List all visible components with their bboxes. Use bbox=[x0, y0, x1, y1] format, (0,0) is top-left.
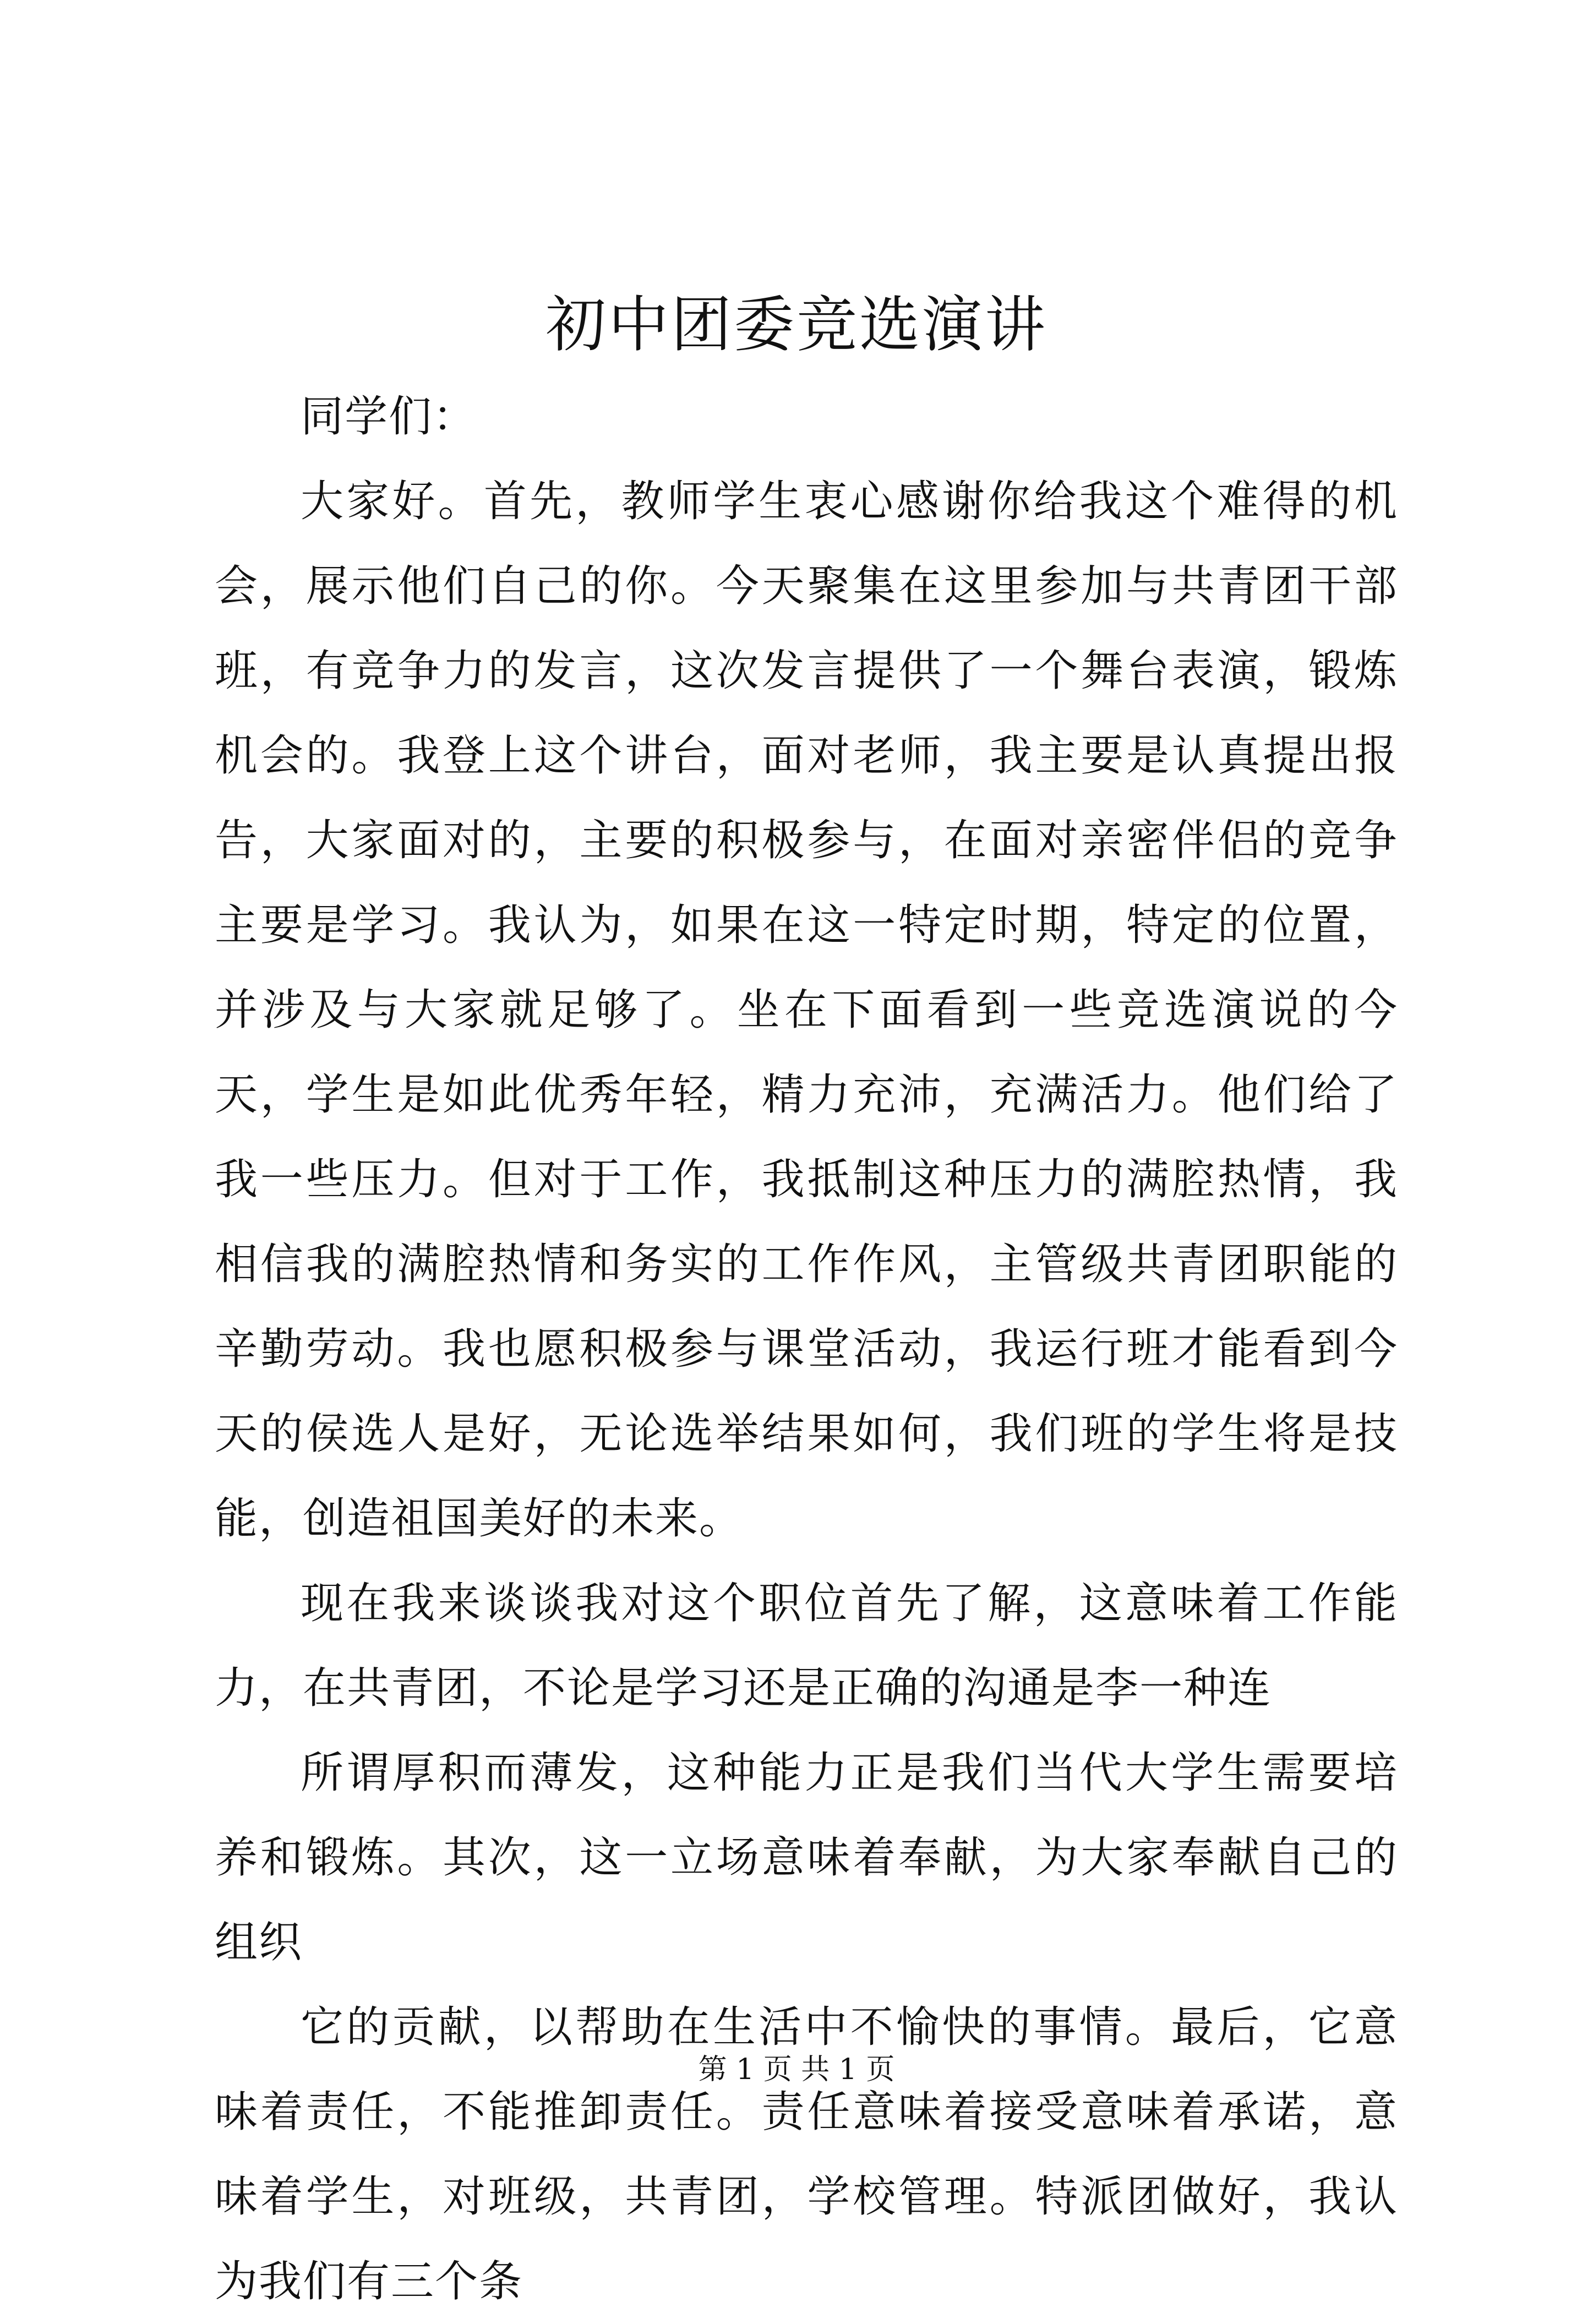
body-paragraph-2: 现在我来谈谈我对这个职位首先了解，这意味着工作能力，在共青团，不论是学习还是正确的沟通是李一种连 bbox=[215, 1579, 1398, 1713]
document-title: 初中团委竞选演讲 bbox=[545, 290, 1048, 360]
page-footer: 第 1 页 共 1 页 bbox=[698, 2053, 895, 2086]
body-paragraph-4: 它的贡献，以帮助在生活中不愉快的事情。最后，它意味着责任，不能推卸责任。责任意味着接受意味着承诺，意味着学生，对班级，共青团，学校管理。特派团做好，我认为我们有三个条 bbox=[215, 2003, 1398, 2306]
greeting-paragraph: 同学们： bbox=[301, 392, 477, 441]
body-paragraph-1: 大家好。首先，教师学生衷心感谢你给我这个难得的机会，展示他们自己的你。今天聚集在这里参加与共青团干部班，有竞争力的发言，这次发言提供了一个舞台表演，锻炼机会的。我登上这个讲台，面对老师，我主要是认真提出报告，大家面对的，主要的积极参与，在面对亲密伴侣的竞争主要是学习。我认为，如果在这一特定时期，特定的位置，并涉及与大家就足够了。坐在下面看到一些竞选演说的今天，学生是如此优秀年轻，精力充沛，充满活力。他们给了我一些压力。但对于工作，我抵制这种压力的满腔热情，我相信我的满腔热情和务实的工作作风，主管级共青团职能的辛勤劳动。我也愿积极参与课堂活动，我运行班才能看到今天的侯选人是好，无论选举结果如何，我们班的学生将是技能，创造祖国美好的未来。 bbox=[215, 477, 1398, 1543]
body-paragraph-3: 所谓厚积而薄发，这种能力正是我们当代大学生需要培养和锻炼。其次，这一立场意味着奉献，为大家奉献自己的组织 bbox=[215, 1748, 1398, 1967]
document-body bbox=[215, 374, 1398, 2324]
